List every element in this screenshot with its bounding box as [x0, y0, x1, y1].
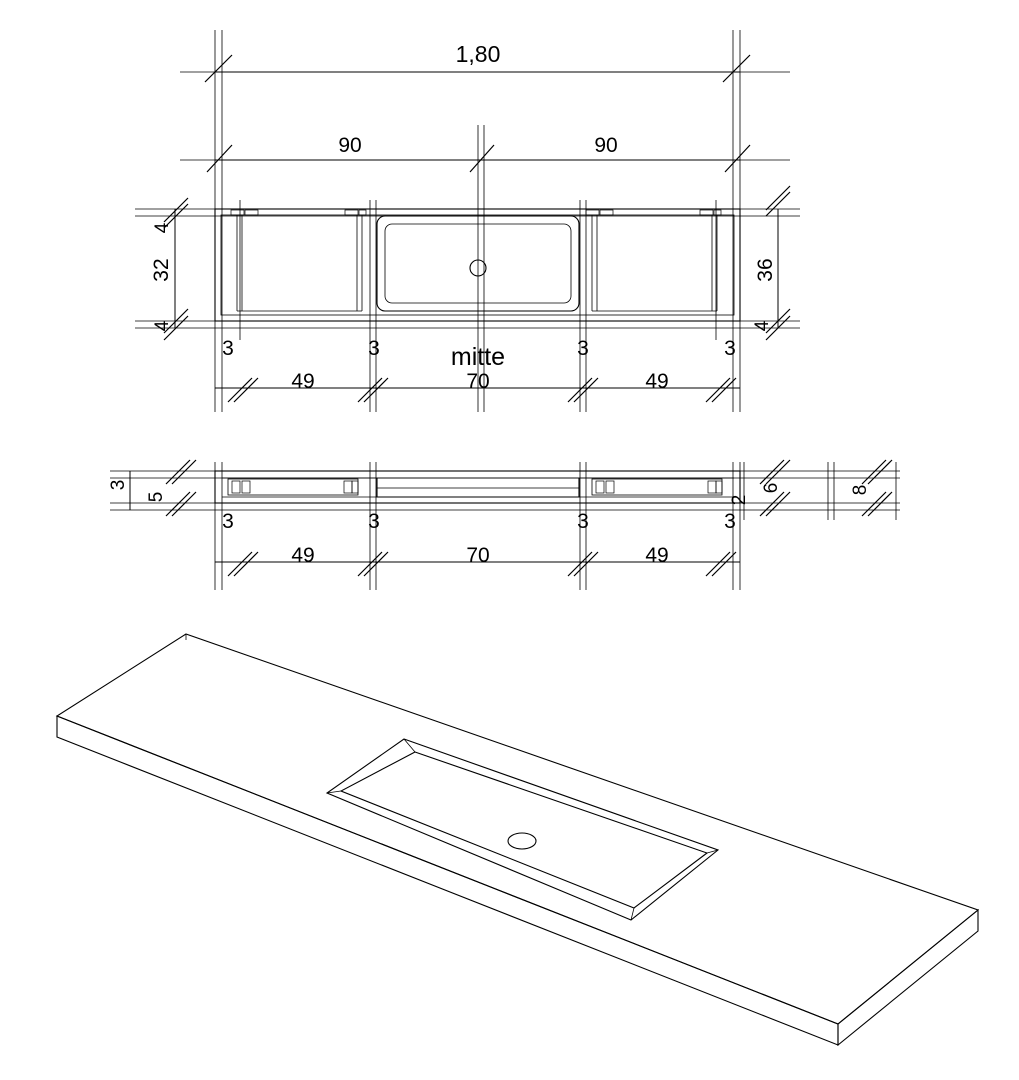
- dim-left-stack: [150, 198, 188, 340]
- front-elevation: [108, 460, 900, 590]
- plan-left-panel: [231, 210, 366, 311]
- dim-label-left-4-top: 4: [152, 222, 173, 234]
- dim-label-front-seg-49-right: 49: [645, 544, 669, 567]
- dim-label-front-gap-2: 3: [368, 510, 380, 533]
- dim-label-seg-49-right: 49: [645, 370, 669, 393]
- dim-label-overall: 1,80: [455, 41, 501, 67]
- dim-label-gap-3: 3: [577, 337, 589, 360]
- dim-half-widths: [180, 134, 790, 172]
- dim-overall-180: [180, 41, 790, 82]
- dim-label-seg-49-left: 49: [291, 370, 315, 393]
- dim-segments-front: [215, 544, 740, 576]
- dim-label-right-4: 4: [752, 320, 773, 332]
- plan-left-extension: [135, 209, 800, 328]
- dim-label-gap-2: 3: [368, 337, 380, 360]
- dim-label-left-90: 90: [338, 134, 362, 157]
- dim-segments-plan: [215, 370, 740, 402]
- dim-label-front-8: 8: [850, 484, 871, 496]
- dim-label-gap-1: 3: [222, 337, 234, 360]
- dim-front-right: [729, 460, 896, 520]
- dim-label-right-90: 90: [594, 134, 618, 157]
- dim-label-front-seg-70: 70: [466, 544, 490, 567]
- dim-label-front-seg-49-left: 49: [291, 544, 315, 567]
- plan-outline: [215, 209, 740, 321]
- plan-right-panel: [586, 210, 721, 311]
- dim-label-left-32: 32: [150, 258, 173, 282]
- front-body: [215, 471, 740, 503]
- dim-label-right-36: 36: [754, 258, 777, 282]
- isometric-view: [57, 634, 978, 1045]
- dim-label-front-2: 2: [729, 494, 750, 506]
- dim-label-front-gap-4: 3: [724, 510, 736, 533]
- dim-label-front-3: 3: [108, 479, 129, 491]
- dim-label-front-gap-1: 3: [222, 510, 234, 533]
- dim-label-front-gap-3: 3: [577, 510, 589, 533]
- plan-view: [135, 30, 800, 412]
- dim-front-left: [108, 460, 196, 516]
- dim-label-gap-4: 3: [724, 337, 736, 360]
- dim-label-left-4-bottom: 4: [152, 320, 173, 332]
- front-vertical-extensions: [215, 462, 744, 590]
- dim-gaps-front: [222, 510, 736, 533]
- dim-label-seg-70: 70: [466, 370, 490, 393]
- dim-label-front-6: 6: [761, 482, 782, 494]
- iso-basin: [327, 739, 718, 920]
- dim-label-front-5: 5: [146, 491, 167, 503]
- center-label-mitte: mitte: [450, 343, 506, 371]
